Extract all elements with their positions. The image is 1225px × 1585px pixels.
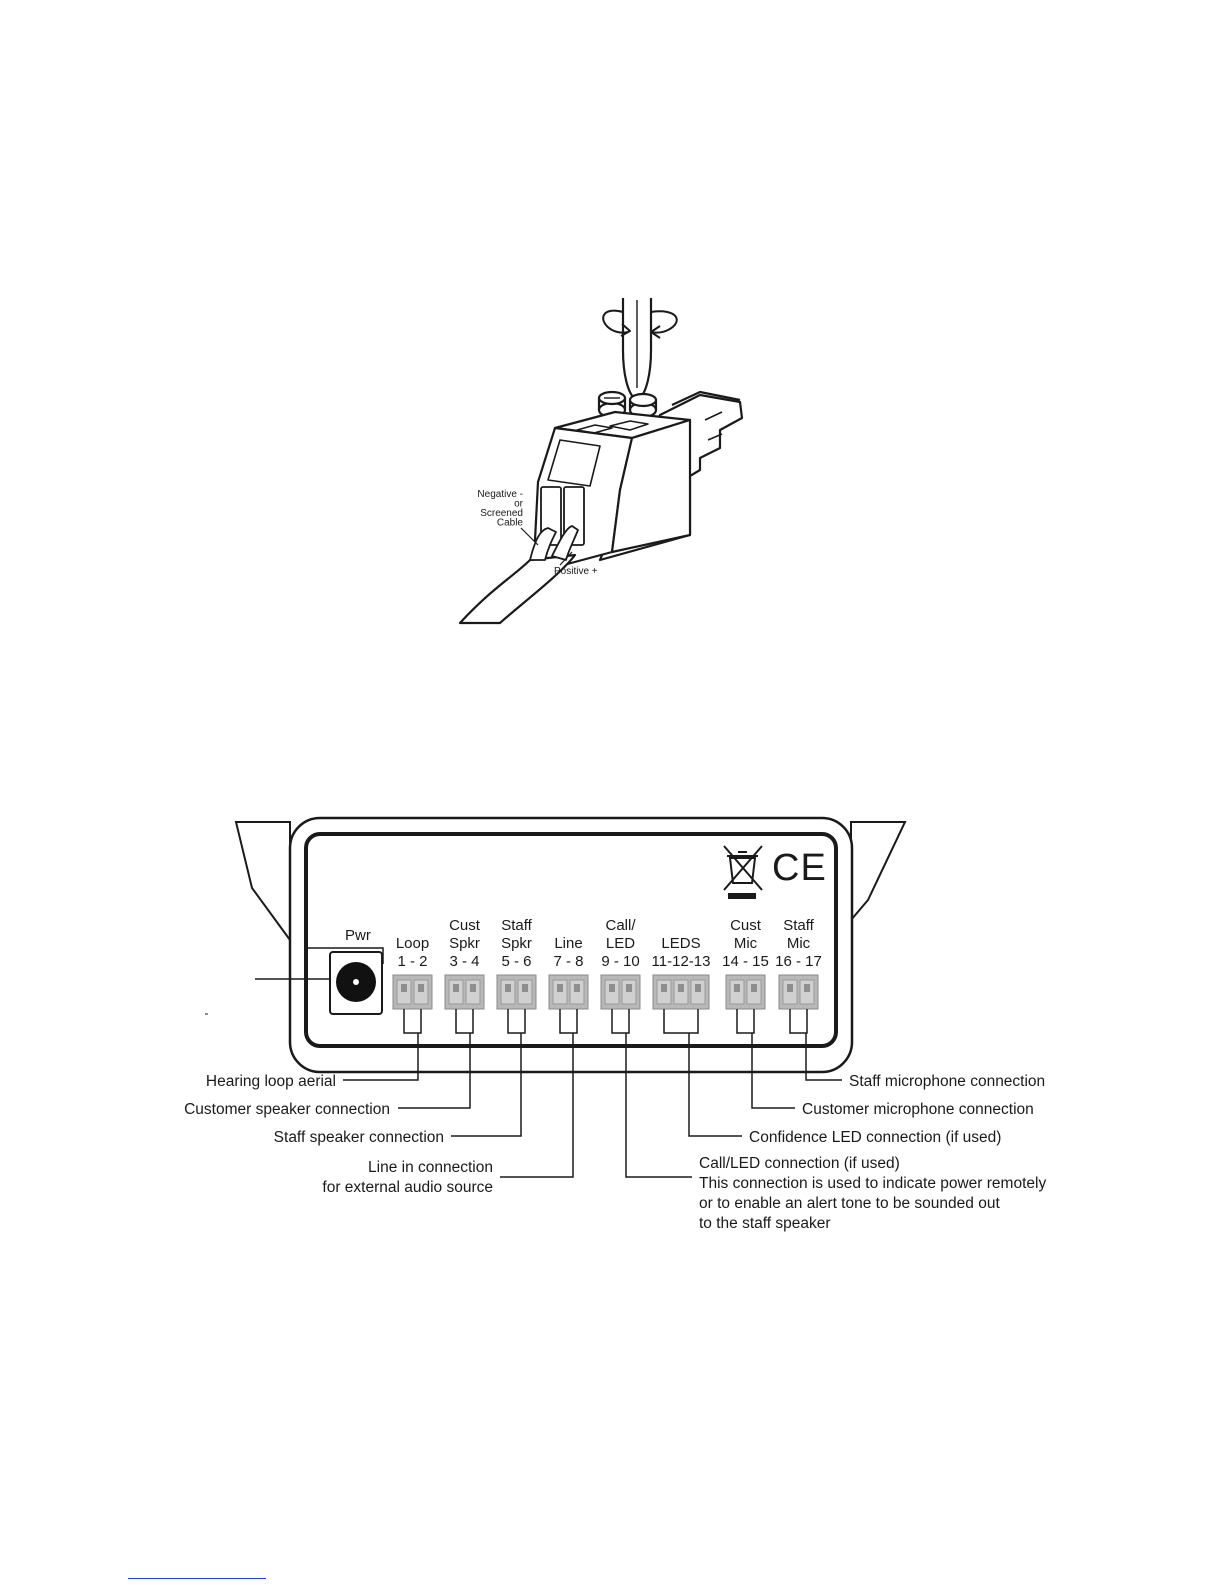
port-label: 9 - 10	[601, 953, 640, 970]
port-label: Mic	[786, 935, 811, 952]
port-label: Line	[554, 935, 583, 952]
callout-label: Customer speaker connection	[184, 1101, 390, 1118]
ce-mark: CE	[772, 847, 827, 889]
svg-text:Negative -orScreenedCable: Negative -or Screened Cable	[477, 489, 523, 529]
callout-label: Call/LED connection (if used)	[699, 1155, 900, 1172]
callout-label: or to enable an alert tone to be sounded out	[699, 1195, 1000, 1212]
pwr-label: Pwr	[345, 927, 371, 944]
callout-label: to the staff speaker	[699, 1215, 831, 1232]
port-label: LED	[605, 935, 636, 952]
port-label: 11-12-13	[651, 953, 711, 970]
callout-label: Staff speaker connection	[273, 1129, 444, 1146]
terminal-block-illustration	[460, 298, 742, 623]
callout-label: Hearing loop aerial	[205, 1073, 336, 1090]
screwdriver-icon	[623, 298, 651, 398]
positive-label: Positive +	[554, 566, 598, 577]
port-label: 3 - 4	[449, 953, 480, 970]
port-label: Staff	[501, 917, 532, 934]
callout-label: for external audio source	[322, 1179, 493, 1196]
port-label: Staff	[783, 917, 814, 934]
port-label: Cust	[449, 917, 480, 934]
port-label: Cust	[730, 917, 761, 934]
callout-label: This connection is used to indicate power remotely	[699, 1175, 1047, 1192]
port-label: LEDS	[661, 935, 701, 952]
port-label: 16 - 17	[775, 953, 822, 970]
port-label: Spkr	[449, 935, 480, 952]
port-label: Call/	[605, 917, 636, 934]
port-label: 5 - 6	[501, 953, 532, 970]
negative-label	[477, 489, 523, 529]
port-label: Mic	[733, 935, 758, 952]
footer-link-underline	[128, 1578, 266, 1579]
callout-label: Staff microphone connection	[849, 1073, 1046, 1090]
callout-label: Customer microphone connection	[802, 1101, 1034, 1118]
callout-label: Confidence LED connection (if used)	[749, 1129, 1002, 1146]
port-label: Spkr	[501, 935, 532, 952]
port-label: 14 - 15	[722, 953, 769, 970]
callout-label: Line in connection	[368, 1159, 493, 1176]
port-label: Loop	[395, 935, 430, 952]
port-label: 1 - 2	[397, 953, 428, 970]
port-label: 7 - 8	[553, 953, 584, 970]
